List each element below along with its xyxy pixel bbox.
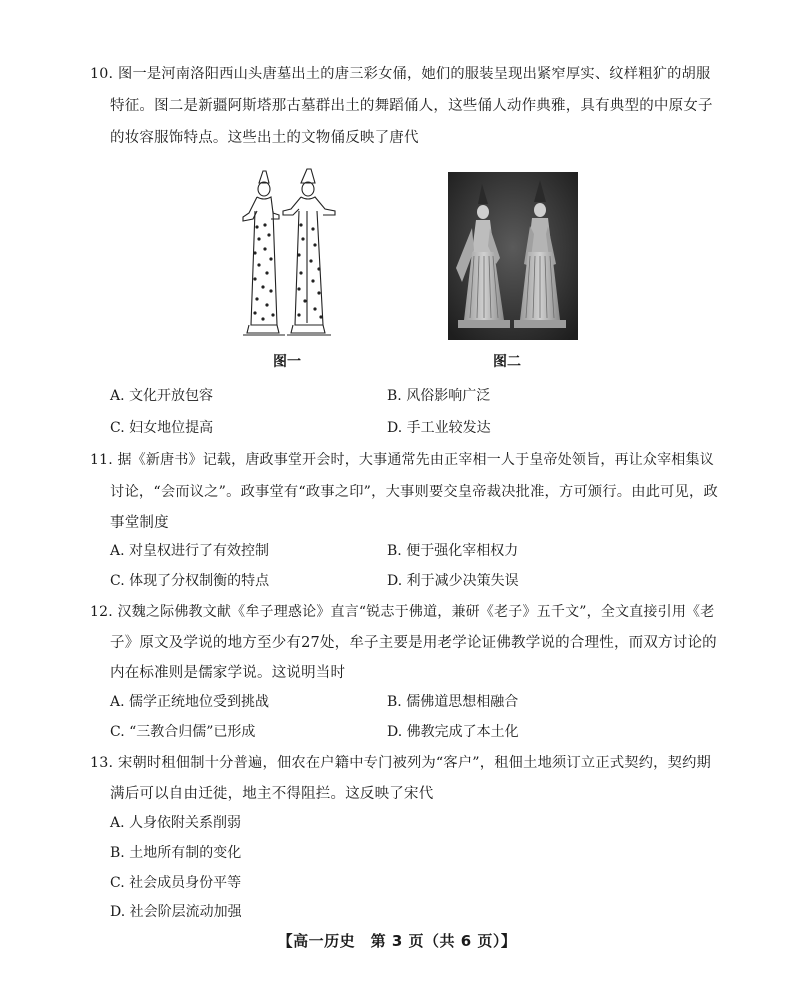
q11-option-c[interactable]: C. 体现了分权制衡的特点 — [110, 573, 270, 589]
q13-line1: 13. 宋朝时租佃制十分普遍，佃农在户籍中专门被列为“客户”，租佃土地须订立正式契约，契约期 — [90, 755, 711, 771]
q10-line3: 的妆容服饰特点。这些出土的文物俑反映了唐代 — [110, 130, 419, 146]
q11-option-d[interactable]: D. 利于减少决策失误 — [387, 573, 519, 589]
q11-option-a[interactable]: A. 对皇权进行了有效控制 — [110, 543, 270, 559]
figure2-astana-dancer-figurines — [448, 172, 578, 340]
q13-option-a[interactable]: A. 人身依附关系削弱 — [110, 815, 242, 831]
q11-line3: 事堂制度 — [110, 515, 169, 531]
q10-line1: 10. 图一是河南洛阳西山头唐墓出土的唐三彩女俑，她们的服装呈现出紧窄厚实、纹样粗犷的胡服 — [90, 66, 711, 82]
q12-line1: 12. 汉魏之际佛教文献《牟子理惑论》直言“锐志于佛道，兼研《老子》五千文”，全文直接引用《老 — [90, 604, 715, 620]
q12-option-c[interactable]: C. “三教合归儒”已形成 — [110, 724, 256, 740]
figure2-caption: 图二 — [493, 354, 521, 370]
figure1-caption: 图一 — [273, 354, 301, 370]
q10-option-a[interactable]: A. 文化开放包容 — [110, 388, 214, 404]
q12-line3: 内在标准则是儒家学说。这说明当时 — [110, 665, 346, 681]
q11-option-b[interactable]: B. 便于强化宰相权力 — [387, 543, 519, 559]
figure1-tang-sancai-figurines — [235, 165, 340, 345]
q12-option-d[interactable]: D. 佛教完成了本土化 — [387, 724, 519, 740]
q11-line1: 11. 据《新唐书》记载，唐政事堂开会时，大事通常先由正宰相一人于皇帝处领旨，再让众宰相集议 — [90, 452, 714, 468]
q10-line2: 特征。图二是新疆阿斯塔那古墓群出土的舞蹈俑人，这些俑人动作典雅，具有典型的中原女子 — [110, 98, 713, 114]
q12-option-b[interactable]: B. 儒佛道思想相融合 — [387, 694, 519, 710]
q13-option-c[interactable]: C. 社会成员身份平等 — [110, 875, 242, 891]
page-footer: 【高一历史 第 3 页（共 6 页）】 — [277, 932, 517, 950]
q10-option-c[interactable]: C. 妇女地位提高 — [110, 420, 214, 436]
q10-option-b[interactable]: B. 风俗影响广泛 — [387, 388, 491, 404]
q10-option-d[interactable]: D. 手工业较发达 — [387, 420, 491, 436]
q12-option-a[interactable]: A. 儒学正统地位受到挑战 — [110, 694, 270, 710]
q11-line2: 讨论，“会而议之”。政事堂有“政事之印”，大事则要交皇帝裁决批准，方可颁行。由此可见，政 — [110, 484, 718, 500]
q13-option-d[interactable]: D. 社会阶层流动加强 — [110, 904, 242, 920]
q13-line2: 满后可以自由迁徙，地主不得阻拦。这反映了宋代 — [110, 786, 434, 802]
q13-option-b[interactable]: B. 土地所有制的变化 — [110, 845, 242, 861]
q12-line2: 子》原文及学说的地方至少有27处，牟子主要是用老学论证佛教学说的合理性，而双方讨论的 — [110, 635, 717, 651]
